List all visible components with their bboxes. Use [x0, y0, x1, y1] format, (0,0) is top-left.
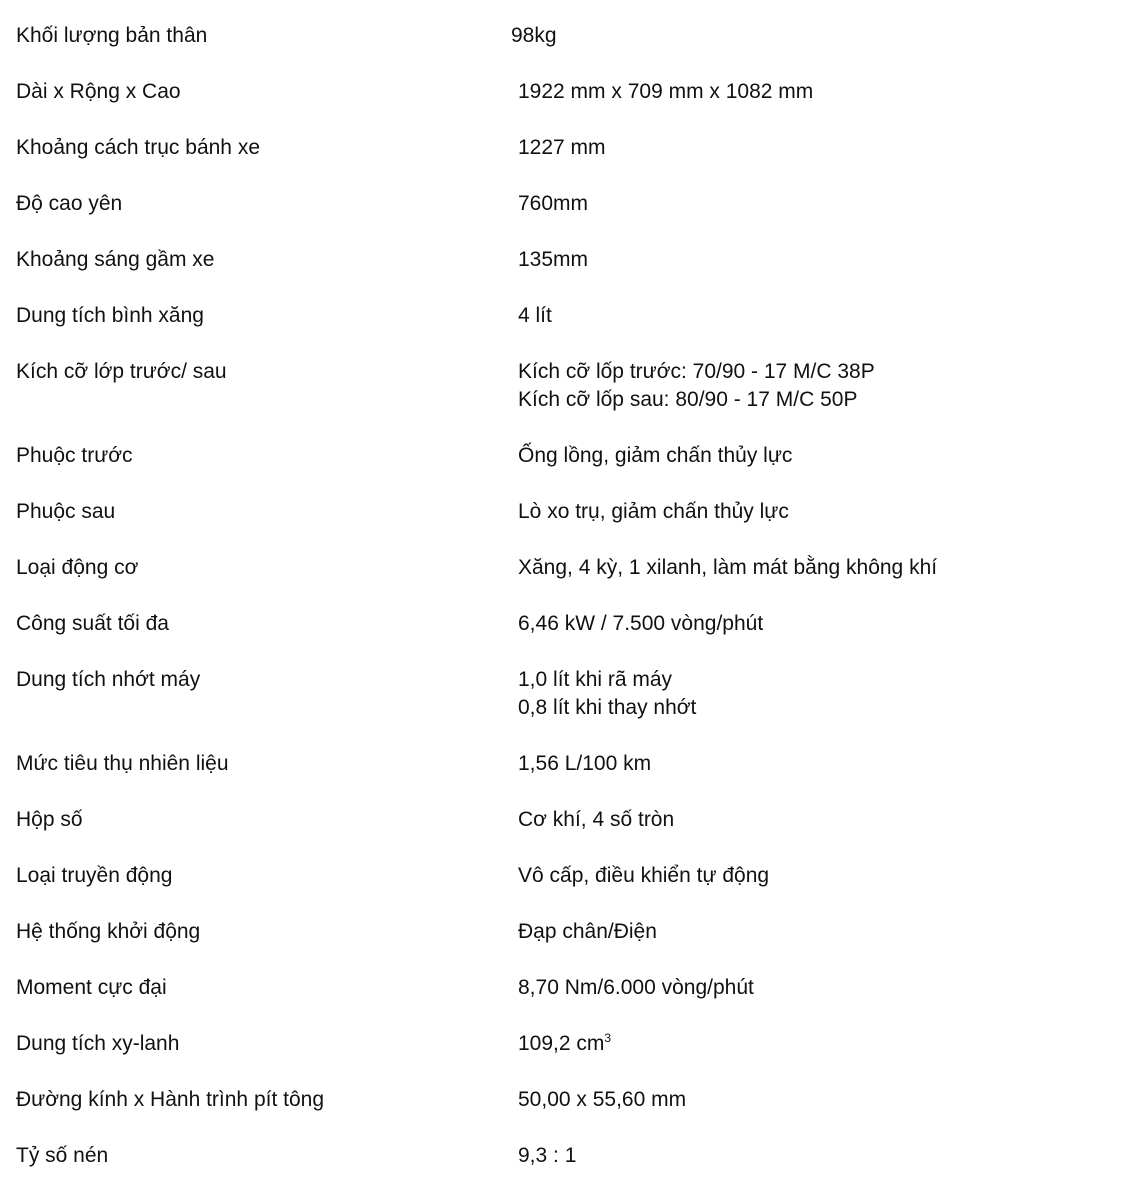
spec-value-line: 4 lít: [518, 304, 552, 327]
spec-label: Dung tích nhớt máy: [16, 668, 201, 691]
spec-row: [16, 1030, 1116, 1086]
spec-value-line: Kích cỡ lốp sau: 80/90 - 17 M/C 50P: [518, 388, 858, 411]
spec-row: [16, 358, 1116, 442]
spec-table: [16, 22, 1116, 1198]
spec-value: [518, 974, 1116, 1002]
spec-value-line: 1227 mm: [518, 136, 606, 159]
spec-label: Hệ thống khởi động: [16, 920, 201, 943]
spec-value-line: Vô cấp, điều khiển tự động: [518, 864, 770, 887]
spec-value: [518, 442, 1116, 470]
spec-value: [518, 246, 1116, 274]
spec-value-line: [518, 1030, 1116, 1058]
spec-label: Đường kính x Hành trình pít tông: [16, 1088, 324, 1111]
spec-value: [518, 1142, 1116, 1170]
spec-label: Loại truyền động: [16, 864, 173, 887]
spec-row: [16, 1142, 1116, 1198]
spec-value-line: Kích cỡ lốp trước: 70/90 - 17 M/C 38P: [518, 360, 875, 383]
spec-label: Moment cực đại: [16, 976, 167, 999]
displacement-value: 109,2 cm: [518, 1032, 605, 1055]
spec-label: Kích cỡ lớp trước/ sau: [16, 360, 227, 383]
spec-value-line: 50,00 x 55,60 mm: [518, 1088, 687, 1111]
spec-label: Dung tích xy-lanh: [16, 1032, 180, 1055]
spec-row: [16, 78, 1116, 134]
spec-value: [518, 358, 1116, 414]
spec-value: [518, 190, 1116, 218]
spec-value-line: Đạp chân/Điện: [518, 920, 657, 943]
spec-value: [518, 666, 1116, 722]
spec-label: Tỷ số nén: [16, 1144, 109, 1167]
spec-row: [16, 918, 1116, 974]
spec-value-line: 760mm: [518, 192, 589, 215]
spec-value-line: Cơ khí, 4 số tròn: [518, 808, 675, 831]
spec-value-line: Xăng, 4 kỳ, 1 xilanh, làm mát bằng không khí: [518, 556, 938, 579]
spec-row: [16, 134, 1116, 190]
spec-label: Mức tiêu thụ nhiên liệu: [16, 752, 229, 775]
spec-row: [16, 806, 1116, 862]
spec-value-line: Ống lồng, giảm chấn thủy lực: [518, 444, 793, 467]
spec-row: [16, 862, 1116, 918]
spec-value: [518, 610, 1116, 638]
spec-value-line: 8,70 Nm/6.000 vòng/phút: [518, 976, 754, 999]
spec-row: [16, 610, 1116, 666]
spec-row: [16, 498, 1116, 554]
spec-label: Dài x Rộng x Cao: [16, 80, 181, 103]
spec-value: [518, 750, 1116, 778]
spec-value-line: 6,46 kW / 7.500 vòng/phút: [518, 612, 764, 635]
spec-row: [16, 22, 1116, 78]
spec-row: [16, 666, 1116, 750]
spec-label: Khoảng sáng gầm xe: [16, 248, 215, 271]
spec-value-line: 135mm: [518, 248, 589, 271]
spec-label: Phuộc sau: [16, 500, 116, 523]
spec-value-line: 9,3 : 1: [518, 1144, 577, 1167]
spec-value-line: 0,8 lít khi thay nhớt: [518, 696, 697, 719]
spec-label: Khối lượng bản thân: [16, 24, 208, 47]
spec-row: [16, 974, 1116, 1030]
spec-value-line: 98kg: [511, 24, 557, 47]
spec-value: [518, 1030, 1116, 1058]
spec-row: [16, 302, 1116, 358]
spec-label: Loại động cơ: [16, 556, 139, 579]
spec-label: Hộp số: [16, 808, 83, 831]
spec-label: Phuộc trước: [16, 444, 133, 467]
unit-superscript: 3: [604, 1031, 612, 1045]
spec-value: [518, 806, 1116, 834]
spec-row: [16, 246, 1116, 302]
spec-value: [518, 862, 1116, 890]
spec-value-line: 1,0 lít khi rã máy: [518, 668, 673, 691]
spec-value: [518, 498, 1116, 526]
spec-value: [518, 78, 1116, 106]
spec-row: [16, 554, 1116, 610]
spec-label: Công suất tối đa: [16, 612, 169, 635]
spec-label: Độ cao yên: [16, 192, 123, 215]
spec-value-line: 1922 mm x 709 mm x 1082 mm: [518, 80, 814, 103]
spec-label: Dung tích bình xăng: [16, 304, 204, 327]
spec-row: [16, 1086, 1116, 1142]
spec-label: Khoảng cách trục bánh xe: [16, 136, 261, 159]
spec-row: [16, 750, 1116, 806]
spec-value-line: Lò xo trụ, giảm chấn thủy lực: [518, 500, 789, 523]
spec-value: [518, 134, 1116, 162]
spec-value: [511, 22, 1116, 50]
spec-value: [518, 918, 1116, 946]
spec-value: [518, 302, 1116, 330]
spec-row: [16, 442, 1116, 498]
spec-value-line: 1,56 L/100 km: [518, 752, 652, 775]
spec-value: [518, 554, 1116, 582]
spec-row: [16, 190, 1116, 246]
spec-value: [518, 1086, 1116, 1114]
